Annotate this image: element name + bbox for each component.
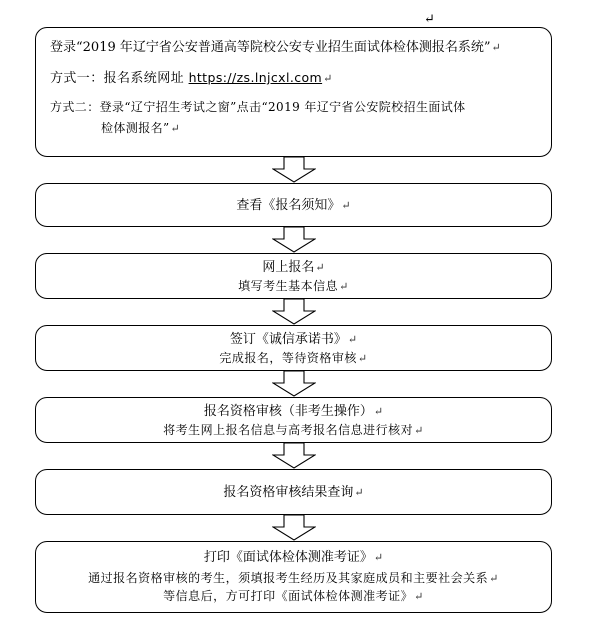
step-online-register-title: 网上报名↵ bbox=[262, 260, 325, 275]
paragraph-mark: ↵ bbox=[424, 12, 435, 27]
step-qualification-review-box bbox=[35, 397, 552, 443]
flow-arrow-6 bbox=[272, 515, 316, 541]
step-pledge-title: 签订《诚信承诺书》↵ bbox=[229, 332, 358, 347]
step-notice-box bbox=[35, 183, 552, 227]
step-notice-title: 查看《报名须知》↵ bbox=[236, 198, 351, 213]
step-qualification-review-title: 报名资格审核（非考生操作）↵ bbox=[203, 404, 384, 419]
step-online-register-sub: 填写考生基本信息↵ bbox=[238, 279, 349, 293]
step-print-admission-box bbox=[35, 541, 552, 613]
step-print-admission-title: 打印《面试体检体测准考证》↵ bbox=[203, 550, 384, 565]
step-login-box bbox=[35, 27, 552, 157]
flow-arrow-1 bbox=[272, 157, 316, 183]
step-pledge-box bbox=[35, 325, 552, 371]
step-result-query-box bbox=[35, 469, 552, 515]
step-online-register-box bbox=[35, 253, 552, 299]
step-qualification-review-sub: 将考生网上报名信息与高考报名信息进行核对↵ bbox=[163, 423, 424, 437]
step-login-title: 登录“2019 年辽宁省公安普通高等院校公安专业招生面试体检体测报名系统”↵ bbox=[50, 40, 501, 55]
registration-url-link[interactable]: https://zs.lnjcxl.com bbox=[188, 70, 323, 85]
method-two-line1: 方式二：登录“辽宁招生考试之窗”点击“2019 年辽宁省公安院校招生面试体 bbox=[50, 100, 466, 114]
flow-arrow-2 bbox=[272, 227, 316, 253]
method-one: 方式一：报名系统网址 https://zs.lnjcxl.com↵ bbox=[50, 70, 333, 86]
step-print-admission-line1: 通过报名资格审核的考生，须填报考生经历及其家庭成员和主要社会关系↵ bbox=[88, 571, 499, 585]
step-result-query-title: 报名资格审核结果查询↵ bbox=[223, 485, 364, 500]
flow-arrow-4 bbox=[272, 371, 316, 397]
flow-arrow-5 bbox=[272, 443, 316, 469]
method-two-line2: 检体测报名”↵ bbox=[101, 121, 181, 135]
step-pledge-sub: 完成报名，等待资格审核↵ bbox=[219, 351, 368, 365]
flow-arrow-3 bbox=[272, 299, 316, 325]
step-print-admission-line2: 等信息后，方可打印《面试体检体测准考证》↵ bbox=[163, 589, 424, 603]
